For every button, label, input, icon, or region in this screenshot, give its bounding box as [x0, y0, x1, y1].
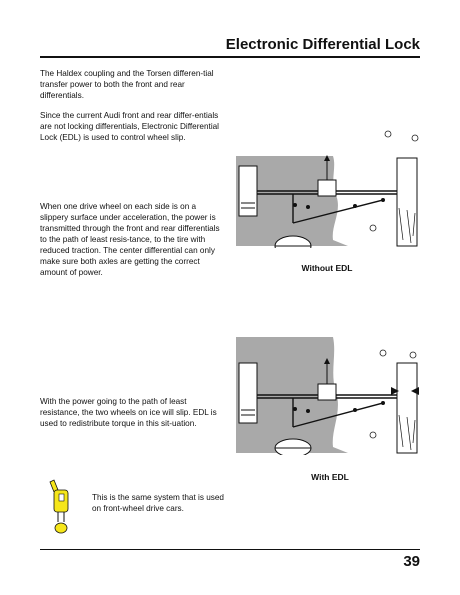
- paragraph-haldex: The Haldex coupling and the Torsen differen-tial transfer power to both the front and rear differentials.: [40, 69, 214, 100]
- right-wheels-ice: [397, 158, 417, 246]
- header-rule: [40, 56, 420, 58]
- center-differential: [318, 180, 336, 196]
- left-wheels: [239, 363, 257, 423]
- footer-rule: [40, 549, 420, 550]
- right-wheels-ice: [397, 363, 417, 453]
- steering-wheel: [275, 439, 311, 455]
- page-number: 39: [403, 553, 420, 570]
- center-differential: [318, 384, 336, 400]
- figure-caption-without-edl: Without EDL: [301, 263, 353, 273]
- drivetrain-diagram-without-edl: [233, 128, 423, 248]
- figure-caption-with-edl: With EDL: [311, 472, 349, 482]
- paragraph-edl-redistribute: With the power going to the path of least resistance, the two wheels on ice will slip. EDL is used to redistribute torque in this sit-uation.: [40, 397, 217, 428]
- drivetrain-diagram-with-edl: [233, 335, 423, 455]
- paragraph-slippery-surface: When one drive wheel on each side is on a slippery surface under acceleration, the power is transmitted through the front and rear differentials to the path of least resis-tance, to the tire with reduced traction. The center differential can only make sure both axles are getting the correct amount of power.: [40, 202, 220, 277]
- left-wheels: [239, 166, 257, 216]
- pointing-mascot-icon: [40, 476, 88, 536]
- paragraph-note: This is the same system that is used on front-wheel drive cars.: [92, 493, 224, 513]
- paragraph-edl-intro: Since the current Audi front and rear differ-entials are not locking differentials, Electronic Differential Lock (EDL) is used to control wheel slip.: [40, 111, 220, 142]
- page-title: Electronic Differential Lock: [225, 36, 420, 53]
